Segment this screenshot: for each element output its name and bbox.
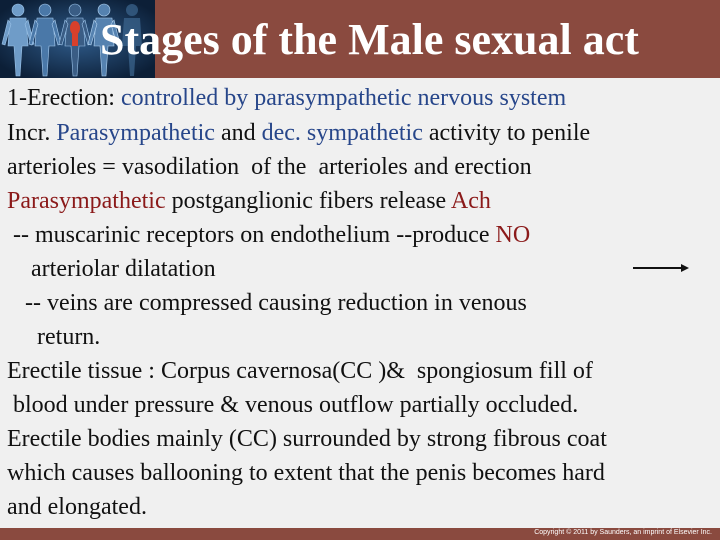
slide-title: Stages of the Male sexual act: [100, 15, 639, 64]
text-line: [7, 289, 527, 317]
text-line: [7, 119, 590, 147]
text-segment: NO: [495, 222, 531, 248]
text-segment: arteriolar dilatation: [7, 256, 216, 282]
text-line: [7, 84, 566, 112]
text-segment: and elongated.: [7, 494, 147, 520]
text-line: [7, 493, 147, 521]
text-segment: Erectile bodies mainly (CC) surrounded by strong fibrous coat: [7, 426, 607, 452]
text-segment: return.: [7, 324, 101, 350]
text-segment: Parasympathetic: [7, 188, 166, 214]
text-line: [7, 357, 593, 385]
copyright-notice: Copyright © 2011 by Saunders, an imprint of Elsevier Inc.: [534, 529, 712, 536]
text-line: [7, 459, 605, 487]
text-segment: 1-Erection:: [7, 85, 121, 111]
slide-body: [0, 78, 720, 528]
text-segment: Parasympathetic: [56, 120, 215, 146]
text-line: [7, 153, 532, 181]
text-segment: -- muscarinic receptors on endothelium --produce: [7, 222, 496, 248]
text-segment: arterioles = vasodilation of the arterioles and erection: [7, 154, 532, 180]
text-line: [7, 425, 607, 453]
text-line: [7, 323, 100, 351]
text-segment: controlled by parasympathetic nervous system: [120, 85, 567, 111]
text-segment: Erectile tissue : Corpus cavernosa(CC )& spongiosum fill of: [7, 358, 593, 384]
text-segment: which causes ballooning to extent that the penis becomes hard: [7, 460, 605, 486]
text-segment: -- veins are compressed causing reduction in venous: [7, 290, 527, 316]
text-line: [7, 391, 578, 419]
text-segment: and: [214, 120, 262, 146]
text-segment: postganglionic fibers release: [165, 188, 451, 214]
text-segment: Ach: [450, 188, 491, 214]
slide-header: [0, 0, 720, 78]
text-segment: activity to penile: [422, 120, 591, 146]
text-segment: blood under pressure & venous outflow partially occluded.: [7, 392, 579, 418]
text-segment: Incr.: [7, 120, 57, 146]
text-segment: dec. sympathetic: [261, 120, 423, 146]
text-line: [7, 187, 491, 215]
text-line: [7, 255, 216, 283]
slide-footer: [0, 528, 720, 540]
text-line: [7, 221, 530, 249]
right-arrow-icon: [633, 262, 689, 274]
